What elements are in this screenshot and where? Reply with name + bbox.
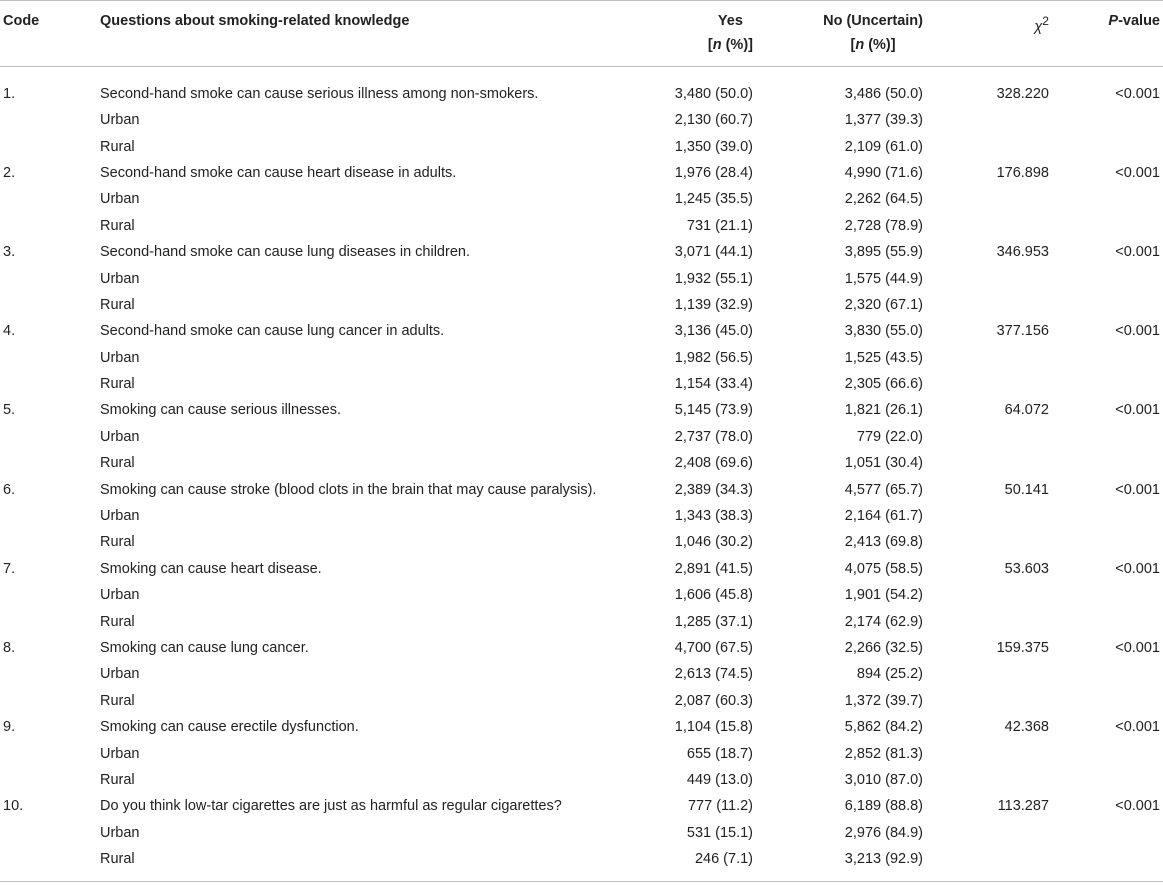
question-cell: Smoking can cause serious illnesses. [100, 402, 341, 419]
code-cell [0, 213, 100, 239]
rural-label-cell: Rural [100, 217, 135, 234]
p-value-cell [1049, 820, 1163, 846]
question-cell: Smoking can cause heart disease. [100, 560, 322, 577]
code-cell: 3. [3, 244, 16, 261]
yes-cell: 1,350 (39.0) [674, 138, 753, 155]
question-cell: Second-hand smoke can cause lung cancer in adults. [100, 323, 445, 340]
no-uncertain-cell: 1,901 (54.2) [844, 587, 923, 604]
yes-cell: 2,130 (60.7) [674, 112, 753, 129]
yes-cell: 3,480 (50.0) [674, 86, 753, 102]
table-header [0, 1, 1163, 67]
urban-label-cell: Urban [100, 508, 140, 525]
p-value-cell: <0.001 [1115, 481, 1160, 498]
p-value-cell [1049, 292, 1163, 318]
yes-cell: 5,145 (73.9) [674, 402, 753, 419]
rural-subrow [0, 450, 1163, 476]
p-value-cell: <0.001 [1115, 719, 1160, 736]
yes-cell: 531 (15.1) [686, 824, 753, 841]
no-uncertain-cell: 1,525 (43.5) [844, 349, 923, 366]
chi-square-cell [939, 265, 1049, 291]
code-cell [0, 503, 100, 529]
question-row [0, 67, 1163, 108]
yes-cell: 1,139 (32.9) [674, 296, 753, 313]
question-cell: Smoking can cause lung cancer. [100, 640, 309, 656]
question-row [0, 714, 1163, 740]
code-cell [0, 107, 100, 133]
chi-square-cell [939, 213, 1049, 239]
chi-square-cell: 50.141 [1004, 481, 1049, 498]
rural-label-cell: Rural [100, 138, 135, 155]
code-cell [0, 688, 100, 714]
no-uncertain-cell: 1,051 (30.4) [844, 455, 923, 472]
chi-square-cell: 176.898 [996, 164, 1049, 181]
code-cell [0, 345, 100, 371]
urban-subrow [0, 265, 1163, 291]
question-row [0, 635, 1163, 661]
chi-square-cell: 346.953 [996, 244, 1049, 261]
chi-square-cell: 113.287 [997, 798, 1049, 815]
yes-cell: 1,343 (38.3) [674, 508, 753, 525]
urban-subrow [0, 345, 1163, 371]
code-cell: 10. [3, 798, 24, 815]
code-cell [0, 608, 100, 634]
code-cell [0, 661, 100, 687]
rural-label-cell: Rural [100, 692, 135, 709]
chi-square-cell [939, 503, 1049, 529]
no-uncertain-cell: 4,075 (58.5) [844, 560, 923, 577]
code-cell [0, 846, 100, 882]
urban-subrow [0, 582, 1163, 608]
code-cell [0, 292, 100, 318]
p-value-cell [1049, 107, 1163, 133]
urban-subrow [0, 661, 1163, 687]
urban-subrow [0, 186, 1163, 212]
no-uncertain-cell: 2,266 (32.5) [844, 640, 923, 656]
rural-subrow [0, 688, 1163, 714]
yes-cell: 777 (11.2) [687, 798, 753, 815]
question-row [0, 556, 1163, 582]
yes-cell: 655 (18.7) [686, 745, 753, 762]
p-value-cell [1049, 688, 1163, 714]
rural-label-cell: Rural [100, 846, 648, 882]
no-uncertain-cell: 2,174 (62.9) [844, 613, 923, 630]
question-cell: Smoking can cause stroke (blood clots in the brain that may cause paralysis). [100, 481, 597, 498]
chi-square-cell: 377.156 [996, 323, 1049, 340]
p-value-cell [1049, 582, 1163, 608]
no-uncertain-cell: 2,413 (69.8) [844, 534, 923, 551]
p-value-cell [1049, 133, 1163, 159]
no-uncertain-cell: 2,728 (78.9) [844, 217, 923, 234]
p-value-cell [1049, 371, 1163, 397]
header-yes: Yes [n (%)] [648, 1, 753, 67]
code-cell [0, 424, 100, 450]
header-question: Questions about smoking-related knowledge [100, 1, 648, 67]
no-uncertain-cell: 3,830 (55.0) [844, 323, 923, 340]
code-cell: 4. [3, 323, 16, 340]
urban-label-cell: Urban [100, 428, 140, 445]
header-no-uncertain: No (Uncertain) [n (%)] [753, 1, 939, 67]
no-uncertain-cell: 3,486 (50.0) [844, 86, 923, 102]
question-row [0, 239, 1163, 265]
yes-cell: 731 (21.1) [686, 217, 753, 234]
urban-subrow [0, 740, 1163, 766]
p-value-cell: <0.001 [1115, 86, 1160, 102]
urban-label-cell: Urban [100, 349, 140, 366]
yes-cell: 1,245 (35.5) [674, 191, 753, 208]
urban-label-cell: Urban [100, 824, 140, 841]
rural-label-cell: Rural [100, 613, 135, 630]
code-cell [0, 265, 100, 291]
chi-square-cell [939, 688, 1049, 714]
yes-cell: 2,389 (34.3) [674, 481, 753, 498]
p-value-cell [1049, 424, 1163, 450]
urban-label-cell: Urban [100, 191, 140, 208]
code-cell: 7. [3, 560, 16, 577]
question-cell: Smoking can cause erectile dysfunction. [100, 719, 359, 736]
yes-cell: 1,046 (30.2) [674, 534, 753, 551]
question-cell: Do you think low-tar cigarettes are just as harmful as regular cigarettes? [100, 798, 562, 815]
chi-square-cell [939, 371, 1049, 397]
urban-label-cell: Urban [100, 745, 140, 762]
code-cell [0, 450, 100, 476]
rural-subrow [0, 371, 1163, 397]
p-value-cell: <0.001 [1115, 560, 1160, 577]
no-uncertain-cell: 779 (22.0) [856, 428, 923, 445]
p-value-cell [1049, 265, 1163, 291]
rural-subrow [0, 133, 1163, 159]
p-value-cell [1049, 608, 1163, 634]
yes-cell: 449 (13.0) [686, 771, 753, 788]
chi-square-cell [939, 740, 1049, 766]
chi-square-cell [939, 608, 1049, 634]
chi-square-cell: 159.375 [996, 640, 1049, 656]
code-cell [0, 582, 100, 608]
yes-cell: 1,982 (56.5) [674, 349, 753, 366]
chi-square-cell [939, 186, 1049, 212]
header-row [0, 1, 1163, 67]
urban-label-cell: Urban [100, 270, 140, 287]
rural-subrow [0, 292, 1163, 318]
p-value-cell: <0.001 [1115, 798, 1160, 815]
no-uncertain-cell: 2,852 (81.3) [844, 745, 923, 762]
no-uncertain-cell: 1,821 (26.1) [844, 402, 923, 419]
question-row [0, 793, 1163, 819]
code-cell: 5. [3, 402, 16, 419]
yes-cell: 2,613 (74.5) [674, 666, 753, 683]
urban-subrow [0, 820, 1163, 846]
code-cell [0, 133, 100, 159]
rural-label-cell: Rural [100, 771, 135, 788]
p-value-cell [1049, 529, 1163, 555]
yes-cell: 1,154 (33.4) [674, 376, 753, 393]
no-uncertain-cell: 3,213 (92.9) [753, 846, 939, 882]
yes-cell: 1,104 (15.8) [674, 719, 753, 736]
header-p-value: P-value [1049, 1, 1163, 67]
p-value-cell: <0.001 [1115, 640, 1160, 656]
no-uncertain-cell: 4,577 (65.7) [844, 481, 923, 498]
question-cell: Second-hand smoke can cause lung diseases in children. [100, 244, 470, 261]
question-row [0, 476, 1163, 502]
rural-subrow [0, 767, 1163, 793]
chi-square-cell: 53.603 [1004, 560, 1049, 577]
p-value-cell [1049, 503, 1163, 529]
no-uncertain-cell: 2,164 (61.7) [844, 508, 923, 525]
p-value-cell [1049, 661, 1163, 687]
rural-subrow [0, 608, 1163, 634]
question-row [0, 160, 1163, 186]
chi-square-cell [939, 345, 1049, 371]
question-cell: Second-hand smoke can cause heart disease in adults. [100, 164, 457, 181]
header-code: Code [0, 1, 100, 67]
no-uncertain-cell: 2,305 (66.6) [844, 376, 923, 393]
code-cell [0, 820, 100, 846]
yes-cell: 4,700 (67.5) [674, 640, 753, 656]
p-value-cell [1049, 767, 1163, 793]
no-uncertain-cell: 6,189 (88.8) [844, 798, 923, 815]
p-value-cell [1049, 345, 1163, 371]
chi-square-cell [939, 529, 1049, 555]
chi-square-cell [939, 107, 1049, 133]
yes-cell: 246 (7.1) [648, 846, 753, 882]
yes-cell: 2,087 (60.3) [674, 692, 753, 709]
no-uncertain-cell: 2,320 (67.1) [844, 296, 923, 313]
chi-square-cell [939, 450, 1049, 476]
chi-square-cell [939, 820, 1049, 846]
no-uncertain-cell: 5,862 (84.2) [844, 719, 923, 736]
yes-cell: 3,071 (44.1) [674, 244, 753, 261]
no-uncertain-cell: 3,895 (55.9) [844, 244, 923, 261]
code-cell: 6. [3, 481, 16, 498]
yes-cell: 2,408 (69.6) [674, 455, 753, 472]
urban-label-cell: Urban [100, 666, 140, 683]
code-cell [0, 529, 100, 555]
no-uncertain-cell: 894 (25.2) [856, 666, 923, 683]
code-cell [0, 186, 100, 212]
p-value-cell: <0.001 [1115, 402, 1160, 419]
p-value-cell: <0.001 [1115, 164, 1160, 181]
chi-square-cell: 64.072 [1004, 402, 1049, 419]
code-cell: 2. [3, 164, 16, 181]
p-value-cell [1049, 213, 1163, 239]
p-value-cell: <0.001 [1115, 323, 1160, 340]
code-cell [0, 371, 100, 397]
yes-cell: 2,737 (78.0) [674, 428, 753, 445]
no-uncertain-cell: 4,990 (71.6) [844, 164, 923, 181]
yes-cell: 3,136 (45.0) [674, 323, 753, 340]
code-cell: 8. [3, 640, 16, 656]
rural-label-cell: Rural [100, 296, 135, 313]
rural-label-cell: Rural [100, 534, 135, 551]
chi-square-cell [939, 661, 1049, 687]
no-uncertain-cell: 2,976 (84.9) [844, 824, 923, 841]
question-cell: Second-hand smoke can cause serious illness among non-smokers. [100, 86, 539, 102]
rural-label-cell: Rural [100, 455, 135, 472]
urban-subrow [0, 424, 1163, 450]
rural-subrow [0, 846, 1163, 882]
no-uncertain-cell: 2,109 (61.0) [844, 138, 923, 155]
chi-square-cell [939, 767, 1049, 793]
question-row [0, 318, 1163, 344]
rural-subrow [0, 529, 1163, 555]
code-cell: 1. [3, 86, 16, 102]
p-value-cell [1049, 740, 1163, 766]
yes-cell: 1,606 (45.8) [674, 587, 753, 604]
chi-square-cell [939, 424, 1049, 450]
no-uncertain-cell: 1,372 (39.7) [844, 692, 923, 709]
question-row [0, 397, 1163, 423]
chi-square-cell: 328.220 [996, 86, 1049, 102]
rural-label-cell: Rural [100, 376, 135, 393]
urban-subrow [0, 503, 1163, 529]
chi-square-cell [939, 133, 1049, 159]
table-body [0, 67, 1163, 882]
yes-cell: 1,976 (28.4) [674, 164, 753, 181]
code-cell [0, 767, 100, 793]
p-value-cell: <0.001 [1115, 244, 1160, 261]
code-cell: 9. [3, 719, 16, 736]
rural-subrow [0, 213, 1163, 239]
yes-cell: 1,932 (55.1) [674, 270, 753, 287]
no-uncertain-cell: 1,575 (44.9) [844, 270, 923, 287]
chi-square-cell [939, 846, 1049, 882]
no-uncertain-cell: 3,010 (87.0) [844, 771, 923, 788]
no-uncertain-cell: 1,377 (39.3) [844, 112, 923, 129]
urban-subrow [0, 107, 1163, 133]
chi-square-cell [939, 292, 1049, 318]
header-chi-square: $\chi^2$ [939, 1, 1049, 67]
chi-square-cell: 42.368 [1004, 719, 1049, 736]
no-uncertain-cell: 2,262 (64.5) [844, 191, 923, 208]
chi-square-cell [939, 582, 1049, 608]
p-value-cell [1049, 186, 1163, 212]
p-value-cell [1049, 450, 1163, 476]
urban-label-cell: Urban [100, 112, 140, 129]
code-cell [0, 740, 100, 766]
yes-cell: 1,285 (37.1) [674, 613, 753, 630]
yes-cell: 2,891 (41.5) [674, 560, 753, 577]
p-value-cell [1049, 846, 1163, 882]
urban-label-cell: Urban [100, 587, 140, 604]
